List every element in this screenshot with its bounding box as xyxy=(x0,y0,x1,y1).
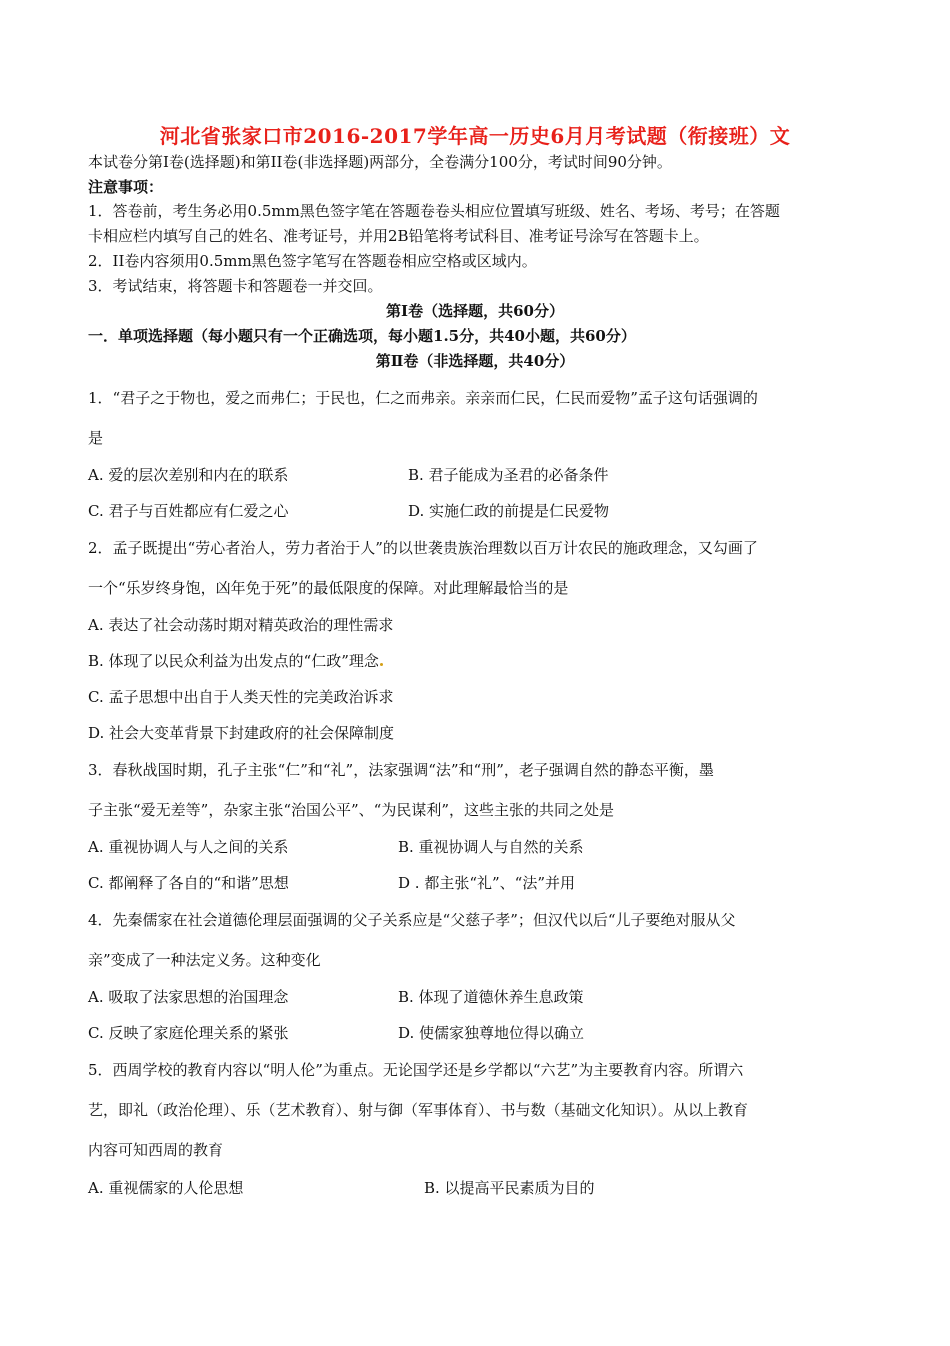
q3-stem-line1: 3．春秋战国时期，孔子主张“仁”和“礼”，法家强调“法”和“刑”，老子强调自然的静态平衡，墨 xyxy=(88,761,714,779)
q1-option-c: C. 君子与百姓都应有仁爱之心 xyxy=(88,502,289,520)
q3-stem-line2: 子主张“爱无差等”，杂家主张“治国公平”、“为民谋利”，这些主张的共同之处是 xyxy=(88,801,615,819)
mark-dot-icon xyxy=(380,663,383,666)
q5-stem-line3: 内容可知西周的教育 xyxy=(88,1141,224,1159)
q3-option-b: B. 重视协调人与自然的关系 xyxy=(398,838,584,856)
part2-title: 第Ⅱ卷（非选择题，共40分） xyxy=(375,352,575,370)
q1-option-d: D. 实施仁政的前提是仁民爱物 xyxy=(408,502,610,520)
q1-option-b: B. 君子能成为圣君的必备条件 xyxy=(408,466,609,484)
q2-option-d: D. 社会大变革背景下封建政府的社会保障制度 xyxy=(88,724,395,742)
q4-stem-line1: 4．先秦儒家在社会道德伦理层面强调的父子关系应是“父慈子孝”；但汉代以后“儿子要绝对服从父 xyxy=(88,911,736,929)
notice-item-2: 2．II卷内容须用0.5mm黑色签字笔写在答题卷相应空格或区域内。 xyxy=(88,252,537,270)
q4-option-d: D. 使儒家独尊地位得以确立 xyxy=(398,1024,585,1042)
q5-option-a: A. 重视儒家的人伦思想 xyxy=(88,1179,244,1197)
q3-option-a: A. 重视协调人与人之间的关系 xyxy=(88,838,289,856)
q5-option-b: B. 以提高平民素质为目的 xyxy=(424,1179,595,1197)
q2-option-b xyxy=(88,651,383,671)
q5-stem-line2: 艺，即礼（政治伦理）、乐（艺术教育）、射与御（军事体育）、书与数（基础文化知识）。从以上教育 xyxy=(88,1101,749,1119)
q2-option-c: C. 孟子思想中出自于人类天性的完美政治诉求 xyxy=(88,688,394,706)
intro-text: 本试卷分第Ⅰ卷(选择题)和第II卷(非选择题)两部分，全卷满分100分，考试时间90分钟。 xyxy=(88,153,672,171)
exam-title: 河北省张家口市2016-2017学年高一历史6月月考试题（衔接班）文 xyxy=(159,124,791,148)
q4-option-a: A. 吸取了法家思想的治国理念 xyxy=(88,988,289,1006)
q4-option-c: C. 反映了家庭伦理关系的紧张 xyxy=(88,1024,289,1042)
q2-option-b-text: B. 体现了以民众利益为出发点的“仁政”理念 xyxy=(88,652,379,670)
notice-item-1b: 卡相应栏内填写自己的姓名、准考证号，并用2B铅笔将考试科目、准考证号涂写在答题卡上。 xyxy=(88,227,709,245)
q2-stem-line1: 2．孟子既提出“劳心者治人，劳力者治于人”的以世袭贵族治理数以百万计农民的施政理念，又勾画了 xyxy=(88,539,758,557)
q3-option-c: C. 都阐释了各自的“和谐”思想 xyxy=(88,874,289,892)
notice-item-3: 3．考试结束，将答题卡和答题卷一并交回。 xyxy=(88,277,383,295)
q1-stem-line1: 1．“君子之于物也，爱之而弗仁；于民也，仁之而弗亲。亲亲而仁民，仁民而爱物”孟子这句话强调的 xyxy=(88,389,758,407)
notice-item-1a: 1．答卷前，考生务必用0.5mm黑色签字笔在答题卷卷头相应位置填写班级、姓名、考场、考号；在答题 xyxy=(88,202,780,220)
part1-title: 第Ⅰ卷（选择题，共60分） xyxy=(386,302,564,320)
notice-heading: 注意事项： xyxy=(88,178,164,196)
q2-option-a: A. 表达了社会动荡时期对精英政治的理性需求 xyxy=(88,616,394,634)
section1-heading: 一．单项选择题（每小题只有一个正确选项，每小题1.5分，共40小题，共60分） xyxy=(88,327,636,345)
q2-stem-line2: 一个“乐岁终身饱，凶年免于死”的最低限度的保障。对此理解最恰当的是 xyxy=(88,579,569,597)
q3-option-d: D . 都主张“礼”、“法”并用 xyxy=(398,874,576,892)
q1-stem-line2: 是 xyxy=(88,429,104,447)
q5-stem-line1: 5．西周学校的教育内容以“明人伦”为重点。无论国学还是乡学都以“六艺”为主要教育内容。所谓六 xyxy=(88,1061,744,1079)
q1-option-a: A. 爱的层次差别和内在的联系 xyxy=(88,466,289,484)
q4-stem-line2: 亲”变成了一种法定义务。这种变化 xyxy=(88,951,321,969)
q4-option-b: B. 体现了道德休养生息政策 xyxy=(398,988,584,1006)
